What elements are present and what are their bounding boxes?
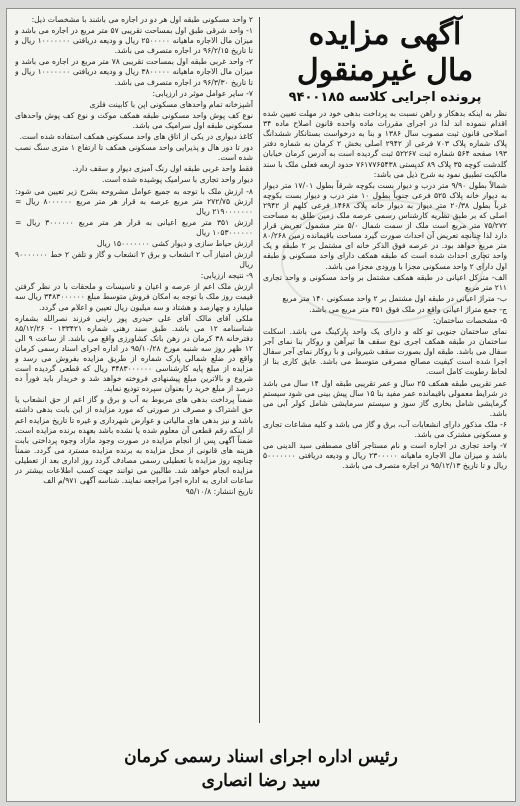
paragraph: ۷- واحد تجاری در اجاره است و نام مستاجر آقای مصطفی سید الدینی می باشد و میزان مال الاجاره ماهیانه ۲۳۰۰۰۰۰ ریال و ودیعه دریافتی ۵۰۰۰۰۰۰۰ ریال و تا تاریخ ۹۵/۱۲/۱۳ در اجاره متصرف می باشد. — [263, 441, 507, 471]
paragraph: ۱- واحد شرقی طبق اول بمساحت تقریبی ۵۷ متر مربع در اجاره می باشد و میزان مال الاجاره ماهیانه ۲۵۰۰۰۰۰ ریال و ودیعه دریافتی ۱۰۰۰۰۰۰۰ ریال و تا تاریخ ۹۶/۲/۱۵ در اجاره متصرف می باشد. — [15, 26, 253, 56]
paragraph: ۹- نتیجه ارزیابی: — [200, 271, 253, 281]
paragraph: ۵- مشخصات ساختمان: — [433, 315, 507, 325]
signer-name: سید رضا انصاری — [201, 771, 321, 791]
paragraph: آشپزخانه تمام واحدهای مسکونی اپن با کابینت فلزی — [89, 99, 253, 109]
paragraph: کاغذ دیواری در یکی از اتاق های واحد مسکونی همکف استفاده شده است. — [19, 132, 253, 142]
right-column-body — [263, 109, 507, 471]
paragraph: دیوار واحد تجاری با سرامیک پوشیده شده است. — [101, 175, 253, 185]
case-number: پرونده اجرایی کلاسه ۹۴۰۰۱۸۵ — [288, 90, 482, 105]
signer-title: رئیس اداره اجرای اسناد رسمی کرمان — [124, 747, 398, 767]
paragraph: ارزش امتیاز آب ۲ انشعاب و برق ۲ انشعاب و گاز و تلفن ۲ خط ۹۰۰۰۰۰۰۰ ریال — [15, 250, 253, 270]
left-column — [15, 15, 253, 729]
paragraph: ۷- سایر عوامل موثر در ارزیابی: — [152, 88, 253, 98]
paragraph: ۲- واحد غربی طبقه اول بمساحت تقریبی ۷۸ متر مربع در اجاره می باشد و میزان مال الاجاره ماهیانه ۳۸۰۰۰۰۰ ریال و ودیعه دریافتی ۱۰۰۰۰۰۰۰ ریال و تا تاریخ ۹۶/۳/۳۰ در اجاره متصرف می باشد. — [15, 57, 253, 87]
left-column-body — [15, 15, 253, 497]
paragraph: نمای ساختمان جنوبی تو کله و دارای یک واحد پارکینگ می باشد. اسکلت ساختمان در طبقه همکف اجری نوع سقف ها تیرآهن و روکار بنا نمای آجر سفال می باشد. طبقه اول بصورت سقف شیروانی و با روکار نمای آجر سفال اجرا شده است کیفیت مصالح مصرفی متوسط می باشد. عایق کاری بنا از لحاظ رطوبت کامل است. — [263, 327, 507, 377]
column-divider — [259, 17, 260, 723]
signature-block — [7, 745, 515, 793]
notice-title: آگهی مزایده — [308, 17, 462, 52]
paragraph: دور تا دور هال و پذیرایی واحد مسکونی همکف تا ارتفاع ۱ متری سنگ نصب شده است. — [15, 143, 253, 163]
newspaper-notice — [6, 8, 516, 802]
paragraph: ارزش حیاط سازی و دیوار کشی ۱۵۰۰۰۰۰۰۰ ریال — [96, 238, 253, 248]
right-column — [263, 15, 507, 729]
paragraph: شمالاً بطول ۹/۹۰ متر درب و دیوار بست بکوچه شرقاً بطول ۱۷/۰۱ متر دیوار به دیوار خانه پلاک ۵۲۵ فرعی جنوباً بطول ۱۰ متر درب و دیوار بست بکوچه غرباً بطول ۲۰/۳۸ متر دیوار به دیوار خانه پلاک ۱۴۶۸ فرعی کلهم از ۲۹۴۲ اصلی که بر طبق نظریه کارشناس رسمی عرصه ملک زمین طلق به مساحت ۷۵/۲۷۲ متر مربع است ملک از سمت شمال ۵/۰ متر مشمول تعریض قرار دارد لذا چنانچه تعریض آن احداث صورت گیرد مساحت باقیمانده زمین ۸۰/۲۶۸ متر مربع خواهد بود. در عرصه فوق الذکر خانه ای مشتمل بر ۲ طبقه و یک واحد تجاری احداث شده است که طبقه همکف دارای واحد مسکونی و طبقه اول دارای ۲ واحد مسکونی مجزا با ورودی مجزا می باشد. — [263, 180, 507, 271]
paragraph: ج- جمع متراژ اعیانی واقع در ملک فوق ۳۵۱ متر مربع می باشد. — [309, 304, 507, 314]
paragraph: تاریخ انتشار: ۹۵/۱۰/۸ — [185, 487, 253, 497]
paragraph: ضمناً پرداخت بدهی های مربوط به آب و برق و گاز اعم از حق انشعاب یا حق اشتراک و مصرف در صورتی که مورد مزایده از این بابت بدهی داشته باشد و نیز بدهی های مالیاتی و عوارض شهرداری و غیره تا تاریخ مزایده اعم از اینکه رقم قطعی آن معلوم شده یا نشده باشد بعهده برنده مزایده است. ضمناً آگهی پس از انجام مزایده در صورت وجود مازاد وجوه پرداختی بابت هزینه های قانونی از محل مزایده به برنده مزایده مسترد می گردد. ضمناً چنانچه روز مزایده با تعطیلی رسمی مصادف گردد روز اداری بعد از تعطیلی مزایده انجام خواهد شد. طالبین می توانند جهت کسب اطلاعات بیشتر در ساعات اداری به اداره اجرا مراجعه نمایند. شناسه آگهی ۹۷۱/م الف — [15, 395, 253, 486]
paragraph: عمر تقریبی طبقه همکف ۲۵ سال و عمر تقریبی طبقه اول ۱۴ سال می باشد در شرایط معمولی باقیمانده عمر مفید بنا ۱۵ سال پیش بینی می شود سیستم گرمایشی شامل بخاری گاز سوز و سیستم سرمایشی شامل کولر آبی می باشد. — [263, 378, 507, 418]
notice-subtitle: مال غیرمنقول — [296, 53, 474, 88]
paragraph: ارزش ملک اعم از عرصه و اعیان و تاسیسات و ملحقات با در نظر گرفتن قیمت روز ملک با توجه به امکان فروش متوسط مبلغ ۳۴۸۳۰۰۰۰۰۰ ریال سه میلیارد و چهارصد و هشتاد و سه میلیون ریال تعیین و اعلام می گردد. — [15, 282, 253, 312]
paragraph: ۶- ملک مذکور دارای انشعابات آب، برق و گاز می باشد و کلیه مشاعات تجاری و مسکونی مشترک می باشد. — [263, 419, 507, 439]
paragraph: ملکی آقای مالک آقای علی حیدری پور راینی فرزند نصرالله بشماره شناسنامه ۱۲ می باشد. طبق سند رهنی شماره ۱۳۳۴۲۱ - ۸۵/۱۲/۲۶ دفترخانه ۳۸ کرمان در رهن بانک کشاورزی واقع می باشد. از ساعت ۹ الی ۱۲ ظهر روز سه شنبه مورخ ۹۵/۱۰/۲۸ در اداره اجرای اسناد رسمی کرمان واقع در ضلع شمالی پارک شماره از طریق مزایده بفروش می رسد و مزایده از مبلغ پایه کارشناسی ۳۴۸۳۰۰۰۰۰۰ ریال که قطعی گردیده است شروع و بالاترین مبلغ پیشنهادی فروخته خواهد شد و خریدار باید فوراً ده درصد از مبلغ خرید را بعنوان سپرده تودیع نماید. — [15, 313, 253, 394]
paragraph: ب- متراژ اعیانی در طبقه اول مشتمل بر ۲ واحد مسکونی ۱۴۰ متر مربع — [282, 293, 507, 303]
paragraph: ۲ واحد مسکونی طبقه اول هر دو در اجاره می باشند با مشخصات ذیل: — [31, 15, 253, 24]
paragraph: الف- مترکل اعیانی در طبقه همکف مشتمل بر واحد مسکونی و واحد تجاری ۲۱۱ متر مربع — [263, 272, 507, 292]
paragraph: ارزش ۳۵۱ متر مربع اعیانی به قرار هر متر مربع ۳۰۰۰۰۰۰ ریال = ۱۰۵۳۰۰۰۰۰۰ ریال — [15, 217, 253, 237]
paragraph: نظر به اینکه بدهکار و راهن نسبت به پرداخت بدهی خود در مهلت تعیین شده اقدام ننموده اند لذا در اجرای مقررات ماده واحده قانون اصلاح ماده ۳۴ اصلاحی قانون ثبت مصوب سال ۱۳۸۶ و بنا به درخواست بستانکار ششدانگ پلاک شماره پلاک ۷۰۳ فرعی از ۲۹۴۲ اصلی بخش ۲ کرمان به شماره دفتر ۱۹۳ صفحه ۵۶۴ شماره ثبت ۵۲۲۶۷ ثبت گردیده است به آدرس کرمان خیابان گلدشت کوچه ۳۵ پلاک ۸۹ کدپستی ۷۶۱۷۷۶۵۴۳۸ حدود اربعه فعلی ملک با سند مالکیت تطبیق نمود به شرح ذیل می باشد: — [263, 109, 507, 179]
paragraph: نوع کف پوش واحد مسکونی طبقه همکف موکت و نوع کف پوش واحدهای مسکونی طبقه اول سرامیک می باشد. — [15, 110, 253, 130]
paragraph: ۸- ارزش ملک با توجه به جمیع عوامل مشروحه بشرح زیر تعیین می شود: ارزش ۲۷۲/۷۵ متر مربع عرصه به قرار هر متر مربع ۸۰۰۰۰۰۰ ریال = ۲۱۹۰۰۰۰۰۰۰ ریال — [15, 186, 253, 216]
paragraph: فقط واحد غربی طبقه اول رنگ آمیزی دیوار و سقف دارد. — [72, 164, 253, 174]
